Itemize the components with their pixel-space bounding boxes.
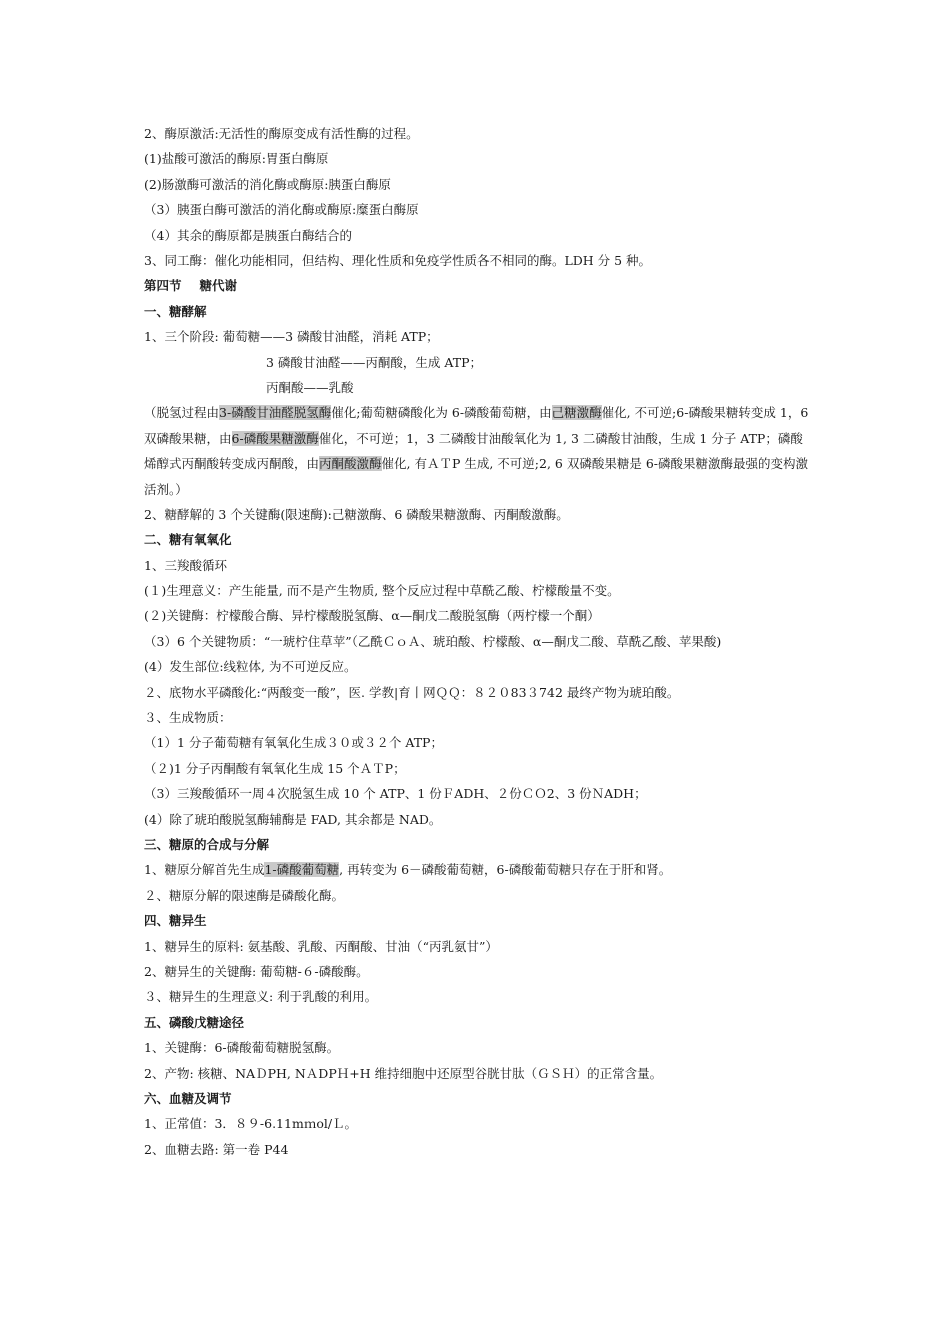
text-line: （3）6 个关键物质：“一琥柠住草苹”（乙酰ＣｏＡ、琥珀酸、柠檬酸、α—酮戊二酸、草酰乙酸、苹果酸) [144, 633, 722, 649]
text-line: (4）发生部位:线粒体, 为不可逆反应。 [144, 659, 357, 675]
text-line: 2、糖异生的关键酶: 葡萄糖-６-磷酸酶。 [144, 963, 369, 979]
highlighted-term: 1-磷酸葡萄糖 [264, 862, 340, 878]
text-line: 2、血糖去路: 第一卷 P44 [144, 1141, 289, 1157]
text-line: 3、同工酶：催化功能相同，但结构、理化性质和免疫学性质各不相同的酶。LDH 分 5 种。 [144, 252, 652, 268]
text-line: (２)关键酶：柠檬酸合酶、异柠檬酸脱氢酶、α—酮戊二酸脱氢酶（两柠檬一个酮） [144, 608, 600, 624]
highlighted-term: 6-磷酸果糖激酶 [231, 430, 319, 446]
text-line: 3 磷酸甘油醛——丙酮酸，生成 ATP； [266, 354, 482, 370]
text-line: （２)1 分子丙酮酸有氧氧化生成 15 个ＡＴP； [144, 760, 406, 776]
text-run: , 再转变为 6－磷酸葡萄糖，6-磷酸葡萄糖只存在于肝和肾。 [339, 862, 672, 878]
subsection-heading-gluconeogenesis: 四、糖异生 [144, 913, 207, 929]
text-line: ３、生成物质： [144, 710, 232, 726]
text-line: 1、糖异生的原料: 氨基酸、乳酸、丙酮酸、甘油（“丙乳氨甘”） [144, 938, 498, 954]
section-name: 糖代谢 [199, 278, 238, 294]
text-line: ３、糖异生的生理意义: 利于乳酸的利用。 [144, 989, 378, 1005]
text-line: 1、三羧酸循环 [144, 557, 227, 573]
section-title [144, 273, 812, 298]
text-line: 丙酮酸——乳酸 [266, 379, 354, 395]
section-number: 第四节 [144, 278, 182, 294]
text-line: ２、糖原分解的限速酶是磷酸化酶。 [144, 887, 345, 903]
text-line: 1、三个阶段: 葡萄糖——3 磷酸甘油醛，消耗 ATP； [144, 329, 439, 345]
text-line: （4）其余的酶原都是胰蛋白酶结合的 [144, 227, 352, 243]
subsection-heading-pentose-phosphate: 五、磷酸戊糖途径 [144, 1014, 245, 1030]
subsection-heading-blood-glucose: 六、血糖及调节 [144, 1090, 232, 1106]
text-line: (4）除了琥珀酸脱氢酶辅酶是 FAD, 其余都是 NAD。 [144, 811, 442, 827]
highlighted-term: 己糖激酶 [551, 405, 602, 421]
text-line: （3）三羧酸循环一周４次脱氢生成 10 个 ATP、1 份ＦADH、２份ＣＯ2、3 份ＮADH； [144, 786, 647, 802]
subsection-heading-glycogen: 三、糖原的合成与分解 [144, 837, 270, 853]
text-line: 2、酶原激活:无活性的酶原变成有活性酶的过程。 [144, 126, 419, 141]
text-line: （1）1 分子葡萄糖有氧氧化生成３０或３２个 ATP； [144, 735, 443, 751]
text-run: 1、糖原分解首先生成 [144, 862, 265, 878]
text-run: 催化，不可逆；1，3 二磷酸甘油酸氧化为 1, 3 二磷酸甘油酸，生成 1 分子 ATP；磷酸烯醇式丙酮酸转变成丙酮酸，由 [144, 430, 803, 472]
text-line: （3）胰蛋白酶可激活的消化酶或酶原:糜蛋白酶原 [144, 202, 419, 218]
text-line: (１)生理意义：产生能量, 而不是产生物质, 整个反应过程中草酰乙酸、柠檬酸量不变。 [144, 583, 620, 599]
text-line: 2、糖酵解的 3 个关键酶(限速酶):己糖激酶、6 磷酸果糖激酶、丙酮酸激酶。 [144, 506, 569, 522]
highlighted-term: 3-磷酸甘油醛脱氢酶 [219, 405, 332, 421]
text-line: 1、关键酶：6-磷酸葡萄糖脱氢酶。 [144, 1040, 340, 1056]
subsection-heading-glycolysis: 一、糖酵解 [144, 303, 207, 319]
subsection-heading-aerobic: 二、糖有氧氧化 [144, 532, 232, 548]
paragraph-dehydrogenation [144, 400, 812, 502]
text-line: (2)肠激酶可激活的消化酶或酶原:胰蛋白酶原 [144, 176, 391, 192]
text-run: 催化, 有ＡＴP 生成, 不可逆;2, 6 双磷酸果糖是 6-磷酸果糖激酶最强的变构激活剂。） [144, 456, 808, 497]
text-line: ２、底物水平磷酸化:“两酸变一酸”，医. 学教|育丨网ＱＱ：８２０83３742 最终产物为琥珀酸。 [144, 684, 680, 700]
highlighted-term: 丙酮酸激酶 [319, 456, 382, 472]
text-line: 2、产物: 核糖、NAＤPH, NＡDPＨ+H 维持细胞中还原型谷胱甘肽（ＧＳＨ）的正常含量。 [144, 1065, 663, 1081]
text-run: 催化;葡萄糖磷酸化为 6-磷酸葡萄糖，由 [331, 405, 552, 421]
text-line: 1、正常值：3．８９-6.11mｍol/Ｌ。 [144, 1116, 358, 1132]
text-line: (1)盐酸可激活的酶原:胃蛋白酶原 [144, 151, 329, 167]
document-body [144, 121, 812, 1162]
text-run: 催化, 不可逆;6-磷酸果糖转变成 1，6 双磷酸果糖，由 [144, 405, 809, 446]
text-run: （脱氢过程由 [144, 405, 220, 421]
text-line [144, 857, 812, 882]
